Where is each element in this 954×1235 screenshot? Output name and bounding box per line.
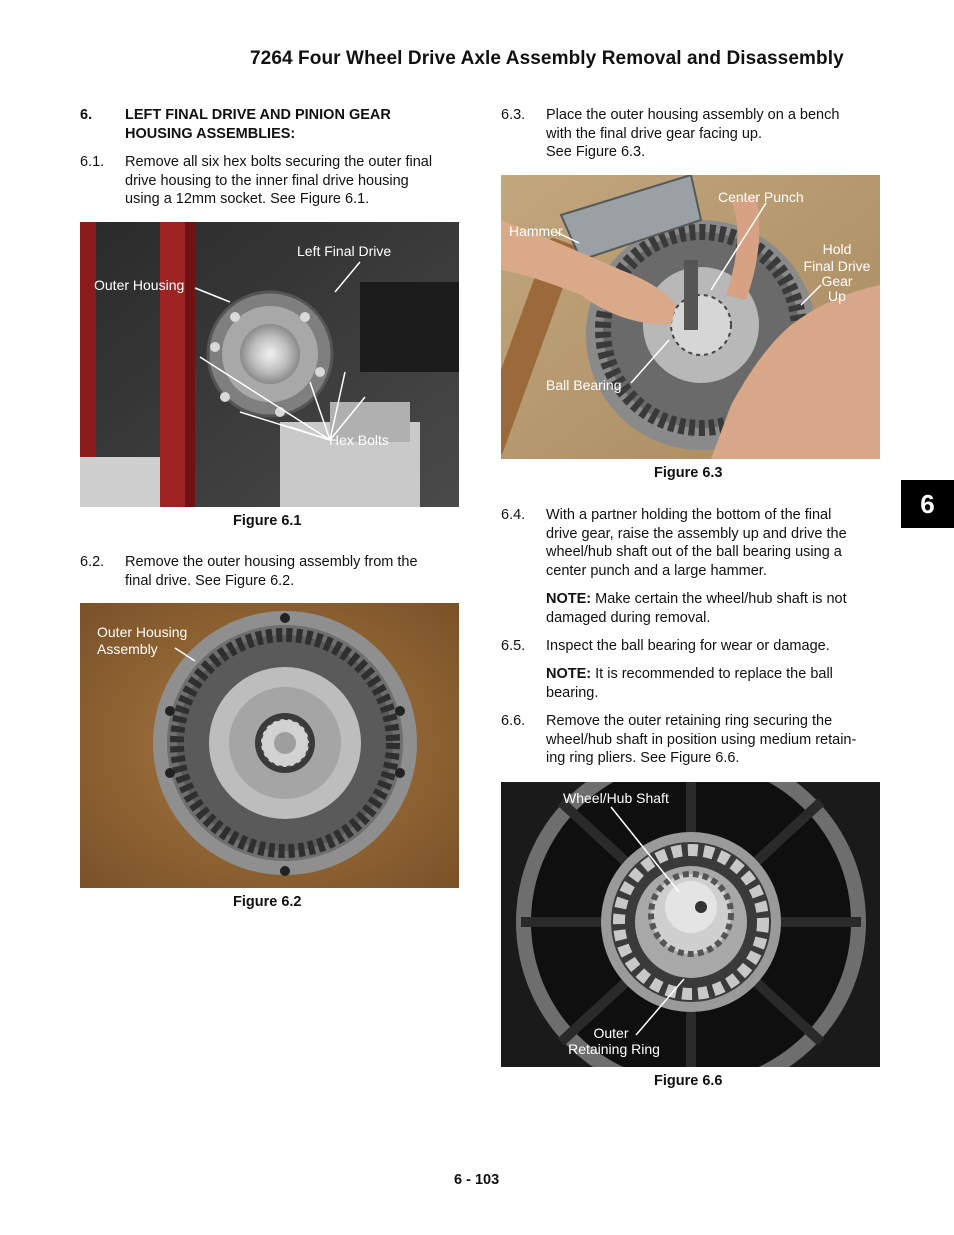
step-6-1: [80, 153, 470, 213]
step-line: drive housing to the inner final drive housing: [125, 172, 409, 189]
step-number: 6.3.: [501, 107, 526, 123]
step-line: center punch and a large hammer.: [546, 562, 767, 579]
figure-6-6-caption: Figure 6.6: [654, 1073, 723, 1089]
label-wheel-hub-shaft: Wheel/Hub Shaft: [563, 790, 669, 806]
step-line: Remove the outer housing assembly from the: [125, 554, 418, 570]
step-number: 6.5.: [501, 638, 526, 654]
note-text: It is recommended to replace the ball: [595, 666, 833, 682]
note-label: NOTE:: [546, 666, 592, 682]
figure-6-3-photo: [501, 175, 880, 459]
step-line: Remove the outer retaining ring securing the: [546, 713, 833, 729]
label-final-drive: Final Drive: [803, 258, 871, 274]
step-line: wheel/hub shaft out of the ball bearing using a: [546, 544, 842, 560]
label-ball-bearing: Ball Bearing: [546, 377, 622, 393]
figure-6-6-photo: [501, 782, 880, 1067]
note-text: Make certain the wheel/hub shaft is not: [595, 591, 847, 607]
label-gear: Gear: [821, 273, 853, 289]
note-replace-bearing: [546, 665, 891, 702]
label-outer-housing-assembly-line1: Outer Housing: [97, 624, 188, 640]
section-heading-line2: HOUSING ASSEMBLIES:: [125, 125, 296, 142]
note-text: bearing.: [546, 684, 599, 701]
step-line: With a partner holding the bottom of the final: [546, 507, 832, 523]
chapter-tab: 6: [901, 480, 954, 528]
figure-6-1-caption: Figure 6.1: [233, 513, 302, 529]
step-line: wheel/hub shaft in position using medium retain-: [546, 731, 857, 748]
section-heading: [80, 106, 470, 146]
step-line: Place the outer housing assembly on a bench: [546, 107, 840, 123]
step-line: Remove all six hex bolts securing the outer final: [125, 154, 433, 170]
page-number: 6 - 103: [454, 1172, 500, 1188]
figure-6-1-photo: [80, 222, 459, 507]
label-hold: Hold: [822, 241, 852, 257]
label-outer-housing: Outer Housing: [94, 277, 185, 293]
label-up: Up: [828, 288, 846, 304]
step-6-5: [501, 637, 891, 657]
label-hammer: Hammer: [509, 223, 563, 239]
step-6-2: [80, 553, 470, 593]
step-6-4: [501, 506, 891, 584]
note-shaft-damage: [546, 590, 891, 627]
label-outer: Outer: [593, 1025, 629, 1041]
section-number: 6.: [80, 107, 93, 123]
note-text: damaged during removal.: [546, 609, 711, 626]
step-line: with the final drive gear facing up.: [546, 125, 763, 142]
label-left-final-drive: Left Final Drive: [297, 243, 392, 259]
figure-6-2-photo: [80, 603, 459, 888]
label-hex-bolts: Hex Bolts: [329, 432, 389, 448]
page-title: 7264 Four Wheel Drive Axle Assembly Removal and Disassembly: [250, 48, 844, 69]
step-number: 6.2.: [80, 554, 105, 570]
step-line: using a 12mm socket. See Figure 6.1.: [125, 191, 370, 207]
label-center-punch: Center Punch: [718, 189, 804, 205]
step-line: drive gear, raise the assembly up and drive the: [546, 525, 847, 542]
step-line: Inspect the ball bearing for wear or damage.: [546, 638, 830, 654]
step-line: See Figure 6.3.: [546, 144, 646, 160]
step-number: 6.1.: [80, 154, 105, 170]
note-label: NOTE:: [546, 591, 592, 607]
section-heading-line1: LEFT FINAL DRIVE AND PINION GEAR: [125, 107, 391, 123]
step-6-6: [501, 712, 891, 772]
step-6-3: [501, 106, 891, 166]
figure-6-3-caption: Figure 6.3: [654, 465, 723, 481]
label-outer-housing-assembly-line2: Assembly: [97, 641, 158, 657]
label-retaining-ring: Retaining Ring: [568, 1041, 660, 1057]
step-number: 6.4.: [501, 507, 526, 523]
step-line: ing ring pliers. See Figure 6.6.: [546, 750, 740, 766]
figure-6-2-caption: Figure 6.2: [233, 894, 302, 910]
step-number: 6.6.: [501, 713, 526, 729]
step-line: final drive. See Figure 6.2.: [125, 572, 295, 589]
